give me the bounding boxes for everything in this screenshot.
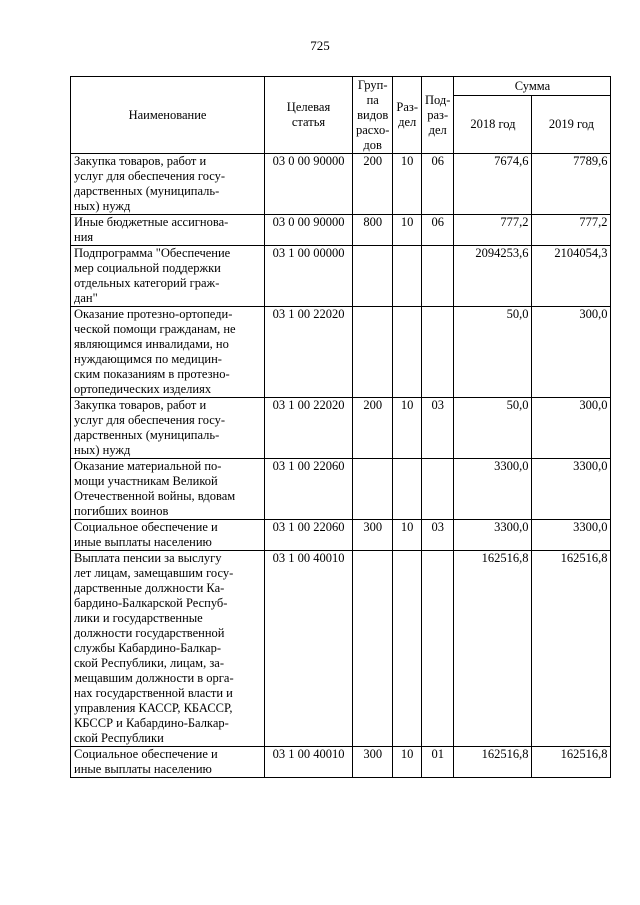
row-subsection — [421, 246, 453, 307]
row-section — [393, 551, 422, 747]
row-name: Закупка товаров, работ и услуг для обеспечения госу- дарственных (муниципаль- ных) нужд — [71, 398, 265, 459]
row-name: Оказание протезно-ортопеди- ческой помощи гражданам, не являющимся инвалидами, но нуждающимся по медицин- ским показаниям в протезно- ортопедических изделиях — [71, 307, 265, 398]
row-sum-2018: 3300,0 — [454, 459, 532, 520]
row-sum-2018: 7674,6 — [454, 154, 532, 215]
row-subsection: 03 — [421, 398, 453, 459]
budget-table — [70, 76, 611, 778]
row-target-article: 03 1 00 22060 — [265, 459, 353, 520]
row-sum-2019: 3300,0 — [532, 520, 611, 551]
row-section — [393, 246, 422, 307]
row-name: Выплата пенсии за выслугу лет лицам, замещавшим госу- дарственные должности Ка- бардино-Балкарской Респуб- лики и государственные должности государственной службы Кабардино-Балкар- ской Республики, лицам, за- мещавшим должности в орга- нах государственной власти и управления КАССР, КБАССР, КБССР и Кабардино-Балкар- ской Республики — [71, 551, 265, 747]
row-sum-2018: 777,2 — [454, 215, 532, 246]
table-row — [71, 246, 611, 307]
row-sum-2018: 162516,8 — [454, 747, 532, 778]
row-expense-group: 300 — [353, 520, 393, 551]
row-target-article: 03 1 00 40010 — [265, 551, 353, 747]
row-sum-2018: 50,0 — [454, 307, 532, 398]
row-target-article: 03 0 00 90000 — [265, 215, 353, 246]
row-target-article: 03 0 00 90000 — [265, 154, 353, 215]
row-name: Закупка товаров, работ и услуг для обеспечения госу- дарственных (муниципаль- ных) нужд — [71, 154, 265, 215]
row-expense-group: 300 — [353, 747, 393, 778]
row-section: 10 — [393, 215, 422, 246]
table-row — [71, 154, 611, 215]
header-year-2019: 2019 год — [532, 96, 611, 154]
row-subsection — [421, 459, 453, 520]
row-subsection: 06 — [421, 154, 453, 215]
budget-table-body — [71, 154, 611, 778]
row-sum-2019: 300,0 — [532, 307, 611, 398]
row-expense-group: 200 — [353, 154, 393, 215]
row-sum-2019: 162516,8 — [532, 747, 611, 778]
row-subsection: 01 — [421, 747, 453, 778]
header-subsection: Под- раз- дел — [421, 77, 453, 154]
row-subsection — [421, 307, 453, 398]
row-expense-group — [353, 551, 393, 747]
header-year-2018: 2018 год — [454, 96, 532, 154]
header-name: Наименование — [71, 77, 265, 154]
row-subsection: 06 — [421, 215, 453, 246]
row-subsection — [421, 551, 453, 747]
row-expense-group — [353, 246, 393, 307]
table-row — [71, 551, 611, 747]
table-row — [71, 520, 611, 551]
page-number: 725 — [310, 38, 330, 53]
row-expense-group — [353, 459, 393, 520]
row-sum-2019: 777,2 — [532, 215, 611, 246]
table-row — [71, 307, 611, 398]
row-subsection: 03 — [421, 520, 453, 551]
row-section: 10 — [393, 747, 422, 778]
row-sum-2019: 7789,6 — [532, 154, 611, 215]
row-sum-2018: 2094253,6 — [454, 246, 532, 307]
header-sum: Сумма — [454, 77, 611, 96]
row-section — [393, 307, 422, 398]
row-target-article: 03 1 00 22020 — [265, 307, 353, 398]
row-target-article: 03 1 00 22020 — [265, 398, 353, 459]
header-group: Груп- па видов расхо- дов — [353, 77, 393, 154]
row-section — [393, 459, 422, 520]
row-name: Оказание материальной по- мощи участникам Великой Отечественной войны, вдовам погибших воинов — [71, 459, 265, 520]
table-row — [71, 215, 611, 246]
row-sum-2018: 3300,0 — [454, 520, 532, 551]
row-name: Социальное обеспечение и иные выплаты населению — [71, 520, 265, 551]
header-section: Раз- дел — [393, 77, 422, 154]
row-sum-2019: 3300,0 — [532, 459, 611, 520]
row-target-article: 03 1 00 00000 — [265, 246, 353, 307]
row-name: Социальное обеспечение и иные выплаты населению — [71, 747, 265, 778]
row-section: 10 — [393, 398, 422, 459]
row-sum-2018: 50,0 — [454, 398, 532, 459]
row-sum-2018: 162516,8 — [454, 551, 532, 747]
row-target-article: 03 1 00 40010 — [265, 747, 353, 778]
row-name: Подпрограмма "Обеспечение мер социальной поддержки отдельных категорий граж- дан" — [71, 246, 265, 307]
row-sum-2019: 300,0 — [532, 398, 611, 459]
header-target: Целевая статья — [265, 77, 353, 154]
row-section: 10 — [393, 520, 422, 551]
row-target-article: 03 1 00 22060 — [265, 520, 353, 551]
table-row — [71, 747, 611, 778]
table-row — [71, 459, 611, 520]
row-sum-2019: 162516,8 — [532, 551, 611, 747]
row-expense-group: 800 — [353, 215, 393, 246]
row-expense-group: 200 — [353, 398, 393, 459]
row-section: 10 — [393, 154, 422, 215]
row-name: Иные бюджетные ассигнова- ния — [71, 215, 265, 246]
row-sum-2019: 2104054,3 — [532, 246, 611, 307]
table-row — [71, 398, 611, 459]
row-expense-group — [353, 307, 393, 398]
